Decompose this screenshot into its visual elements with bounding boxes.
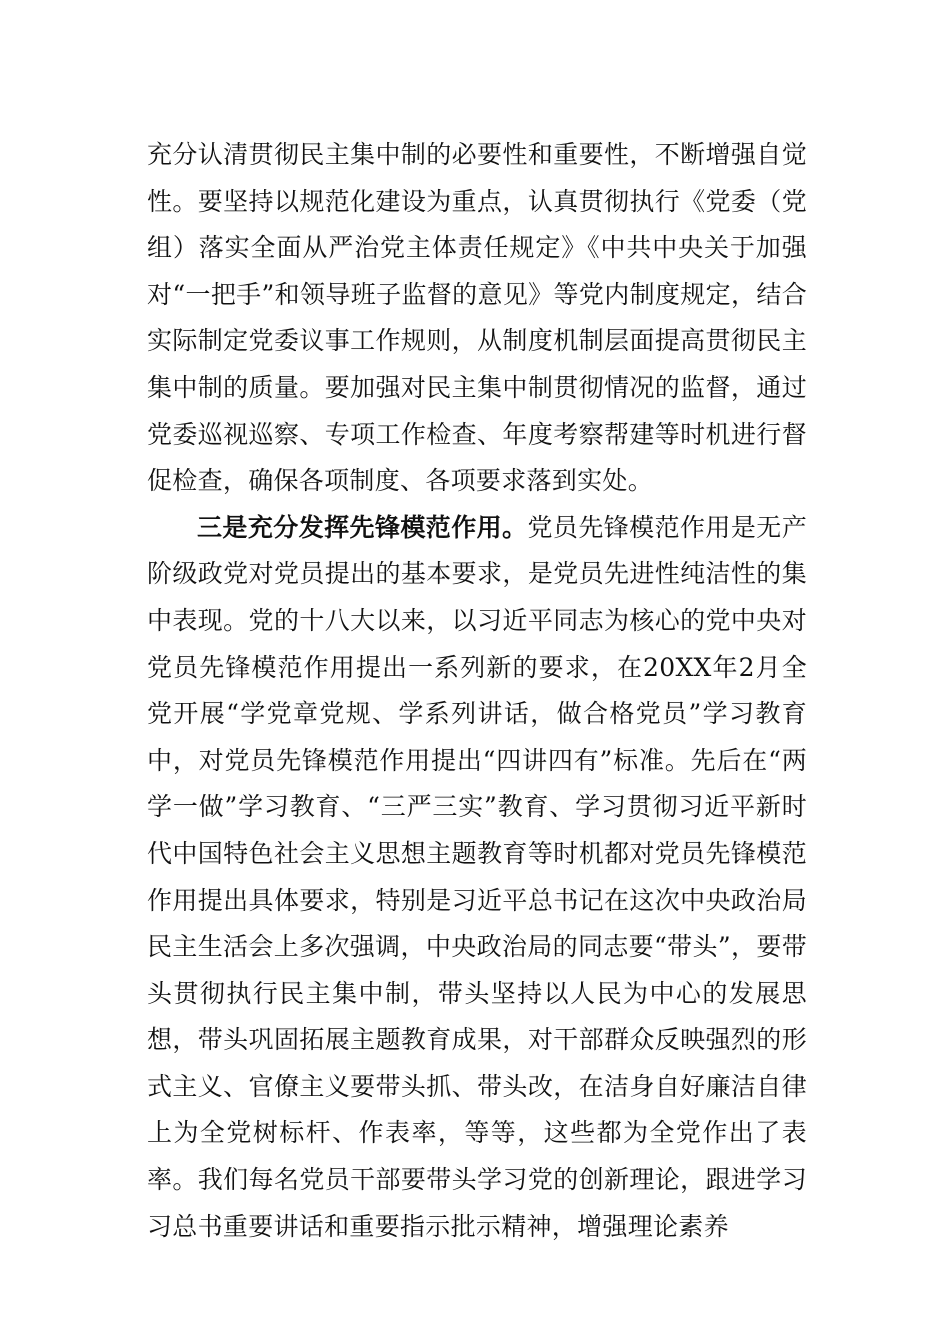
paragraph-continued: 充分认清贯彻民主集中制的必要性和重要性，不断增强自觉性。要坚持以规范化建设为重点，认真贯彻执行《党委（党组）落实全面从严治党主体责任规定》《中共中央关于加强对“一把手”和领导班子监督的意见》等党内制度规定，结合实际制定党委议事工作规则，从制度机制层面提高贯彻民主集中制的质量。要加强对民主集中制贯彻情况的监督，通过党委巡视巡察、专项工作检查、年度考察帮建等时机进行督促检查，确保各项制度、各项要求落到实处。 <box>147 140 807 496</box>
paragraph-body-text: 党员先锋模范作用是无产阶级政党对党员提出的基本要求，是党员先进性纯洁性的集中表现。党的十八大以来，以习近平同志为核心的党中央对党员先锋模范作用提出一系列新的要求，在20XX年2月全党开展“学党章党规、学系列讲话，做合格党员”学习教育中，对党员先锋模范作用提出“四讲四有”标准。先后在“两学一做”学习教育、“三严三实”教育、学习贯彻习近平新时代中国特色社会主义思想主题教育等时机都对党员先锋模范作用提出具体要求，特别是习近平总书记在这次中央政治局民主生活会上多次强调，中央政治局的同志要“带头”，要带头贯彻执行民主集中制，带头坚持以人民为中心的发展思想，带头巩固拓展主题教育成果，对干部群众反映强烈的形式主义、官僚主义要带头抓、带头改，在洁身自好廉洁自律上为全党树标杆、作表率，等等，这些都为全党作出了表率。我们每名党员干部要带头学习党的创新理论，跟进学习习总书重要讲话和重要指示批示精神，增强理论素养 <box>147 512 807 1241</box>
document-body <box>147 132 807 1250</box>
paragraph-heading-bold: 三是充分发挥先锋模范作用。 <box>197 512 528 542</box>
paragraph-pioneer-role <box>147 505 807 1251</box>
